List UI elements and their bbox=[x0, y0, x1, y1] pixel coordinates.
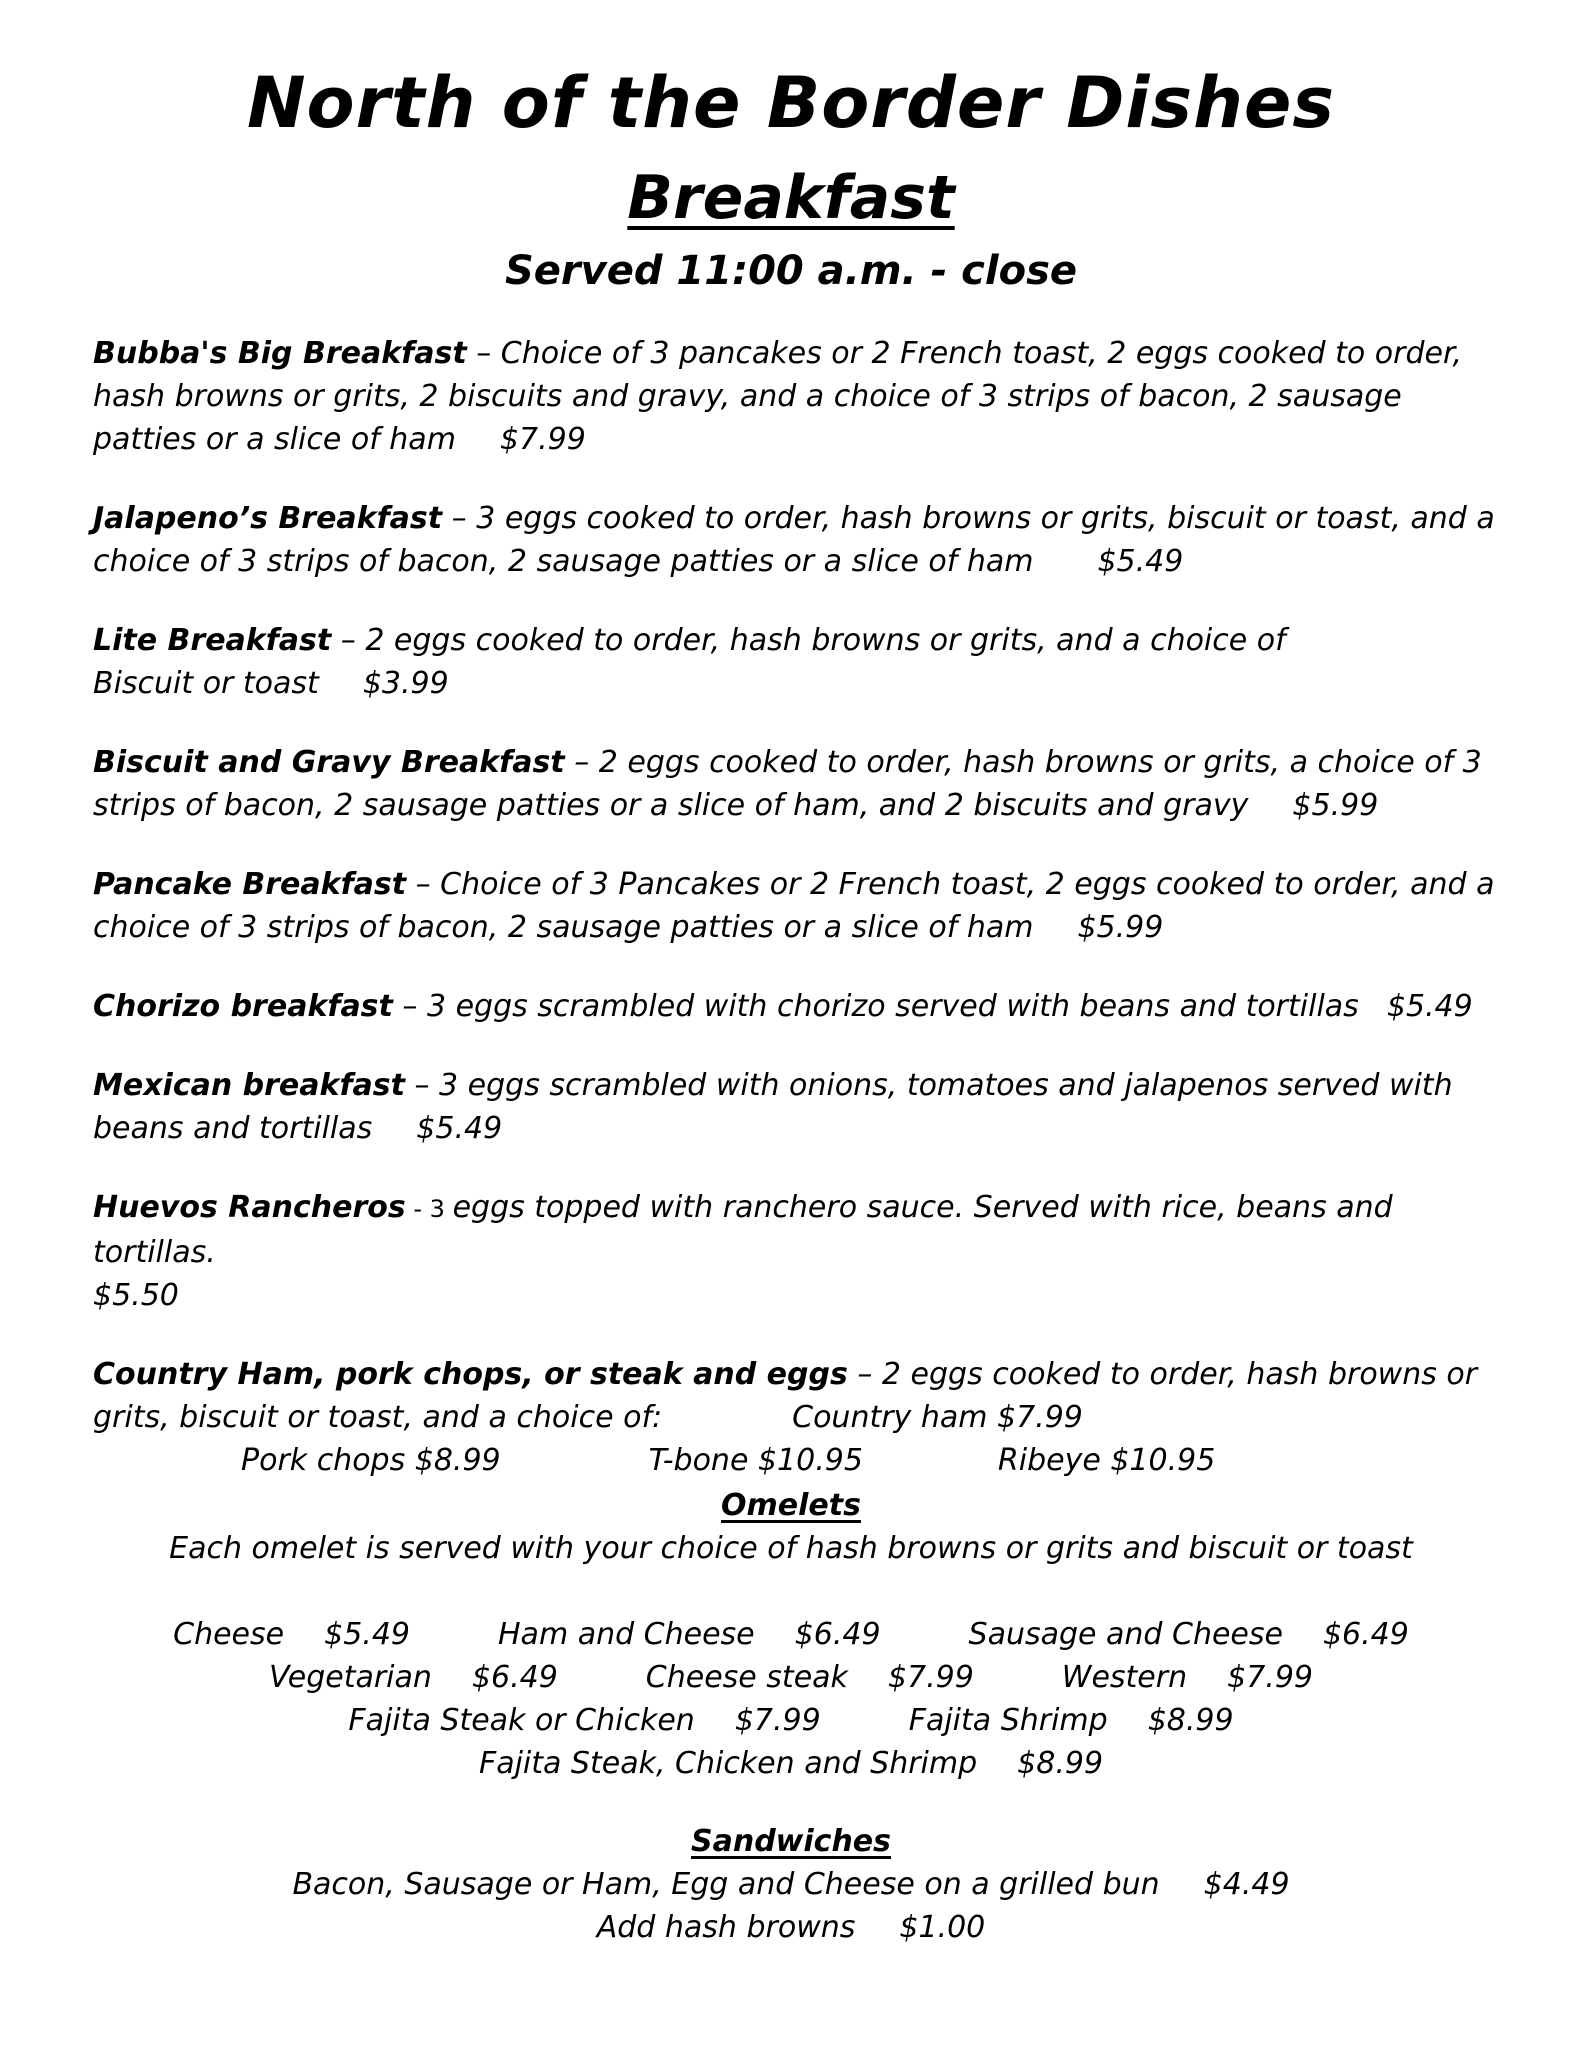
item-name: Chorizo breakfast bbox=[93, 989, 393, 1024]
item-separator: – bbox=[392, 989, 427, 1024]
item-separator: – bbox=[406, 867, 441, 902]
item-choice: Ribeye $10.95 bbox=[997, 1443, 1216, 1478]
item-price: $5.99 bbox=[1077, 910, 1164, 945]
item-price: $5.49 bbox=[1386, 989, 1473, 1024]
item-name: Huevos Rancheros bbox=[93, 1190, 406, 1225]
omelet-row bbox=[0, 1656, 1582, 1699]
omelet-item: Sausage and Cheese $6.49 bbox=[968, 1617, 1409, 1652]
menu-item bbox=[93, 619, 1513, 705]
item-price: $5.99 bbox=[1292, 788, 1379, 823]
item-separator: – bbox=[466, 336, 501, 371]
addon-price: $1.00 bbox=[899, 1910, 986, 1945]
item-description: 2 eggs cooked to order, hash browns or grits, biscuit or toast, and a choice of: bbox=[93, 1357, 1478, 1435]
omelet-row bbox=[0, 1699, 1582, 1742]
item-price: $3.99 bbox=[362, 666, 449, 701]
menu-item bbox=[93, 1064, 1513, 1150]
section-heading-breakfast: Breakfast bbox=[627, 163, 955, 233]
item-description: 2 eggs cooked to order, hash browns or grits, and a choice of bbox=[365, 623, 1286, 658]
item-separator: – bbox=[564, 745, 599, 780]
item-name: Jalapeno’s Breakfast bbox=[93, 501, 443, 536]
sandwich-addon bbox=[0, 1906, 1582, 1949]
item-description: eggs topped with ranchero sauce. Served with rice, beans and tortillas. bbox=[93, 1190, 1393, 1270]
item-name: Bubba's Big Breakfast bbox=[93, 336, 467, 371]
item-choice: Country ham $7.99 bbox=[792, 1400, 1083, 1435]
sandwiches-section bbox=[0, 1820, 1582, 1949]
omelet-item: Fajita Steak, Chicken and Shrimp $8.99 bbox=[478, 1746, 1104, 1781]
page-title: North of the Border Dishes bbox=[246, 62, 1336, 144]
item-price: $7.99 bbox=[499, 422, 586, 457]
omelet-item: Cheese steak $7.99 bbox=[645, 1660, 974, 1695]
section-heading-sandwiches: Sandwiches bbox=[690, 1824, 892, 1859]
omelet-row bbox=[0, 1613, 1582, 1656]
omelet-item: Cheese $5.49 bbox=[173, 1617, 410, 1652]
item-description: 3 eggs scrambled with onions, tomatoes and jalapenos served with beans and tortillas bbox=[93, 1068, 1453, 1146]
menu-item bbox=[93, 985, 1513, 1028]
item-separator: - 3 bbox=[405, 1195, 453, 1223]
item-choice: Pork chops $8.99 bbox=[241, 1443, 501, 1478]
sandwich-item bbox=[0, 1863, 1582, 1906]
menu-item bbox=[93, 1186, 1513, 1317]
item-separator: – bbox=[442, 501, 477, 536]
item-name: Biscuit and Gravy Breakfast bbox=[93, 745, 565, 780]
item-choice: T-bone $10.95 bbox=[648, 1443, 863, 1478]
omelet-item: Western $7.99 bbox=[1061, 1660, 1314, 1695]
omelet-item: Fajita Shrimp $8.99 bbox=[908, 1703, 1234, 1738]
item-separator: – bbox=[847, 1357, 882, 1392]
breakfast-items bbox=[93, 332, 1513, 1518]
served-hours: Served 11:00 a.m. - close bbox=[504, 248, 1078, 294]
item-separator: – bbox=[404, 1068, 440, 1103]
item-description: 3 eggs cooked to order, hash browns or grits, biscuit or toast, and a choice of 3 strips of bacon, 2 sausage patties or a slice of ham bbox=[93, 501, 1495, 579]
item-name: Mexican breakfast bbox=[93, 1068, 405, 1103]
item-description: Choice of 3 Pancakes or 2 French toast, 2 eggs cooked to order, and a choice of 3 strips of bacon, 2 sausage patties or a slice of ham bbox=[93, 867, 1495, 945]
item-description: 2 eggs cooked to order, hash browns or grits, a choice of 3 strips of bacon, 2 sausage patties or a slice of ham, and 2 biscuits and gravy bbox=[93, 745, 1482, 823]
omelets-note: Each omelet is served with your choice of hash browns or grits and biscuit or toast bbox=[169, 1531, 1413, 1566]
omelets-section bbox=[0, 1484, 1582, 1785]
addon-description: Add hash browns bbox=[596, 1910, 856, 1945]
item-description: 3 eggs scrambled with chorizo served with beans and tortillas bbox=[426, 989, 1359, 1024]
menu-item bbox=[93, 332, 1513, 461]
omelet-item: Fajita Steak or Chicken $7.99 bbox=[348, 1703, 821, 1738]
item-name: Lite Breakfast bbox=[93, 623, 332, 658]
menu-item bbox=[93, 497, 1513, 583]
section-heading-omelets: Omelets bbox=[721, 1488, 861, 1523]
item-description: Choice of 3 pancakes or 2 French toast, 2 eggs cooked to order, hash browns or grits, 2 biscuits and gravy, and a choice of 3 strips of bacon, 2 sausage patties or a slice of ham bbox=[93, 336, 1463, 457]
omelet-item: Ham and Cheese $6.49 bbox=[498, 1617, 881, 1652]
item-price: $5.49 bbox=[416, 1111, 503, 1146]
omelet-row bbox=[0, 1742, 1582, 1785]
item-separator: – bbox=[331, 623, 366, 658]
item-price: $5.49 bbox=[1097, 544, 1184, 579]
sandwich-price: $4.49 bbox=[1203, 1867, 1290, 1902]
item-name: Country Ham, pork chops, or steak and eggs bbox=[93, 1357, 848, 1392]
item-description-continued: Biscuit or toast bbox=[93, 666, 319, 701]
sandwich-description: Bacon, Sausage or Ham, Egg and Cheese on a grilled bun bbox=[292, 1867, 1160, 1902]
menu-item bbox=[93, 741, 1513, 827]
item-name: Pancake Breakfast bbox=[93, 867, 407, 902]
omelet-item: Vegetarian $6.49 bbox=[268, 1660, 558, 1695]
menu-item bbox=[93, 863, 1513, 949]
item-price: $5.50 bbox=[93, 1278, 179, 1313]
menu-item bbox=[93, 1353, 1513, 1482]
